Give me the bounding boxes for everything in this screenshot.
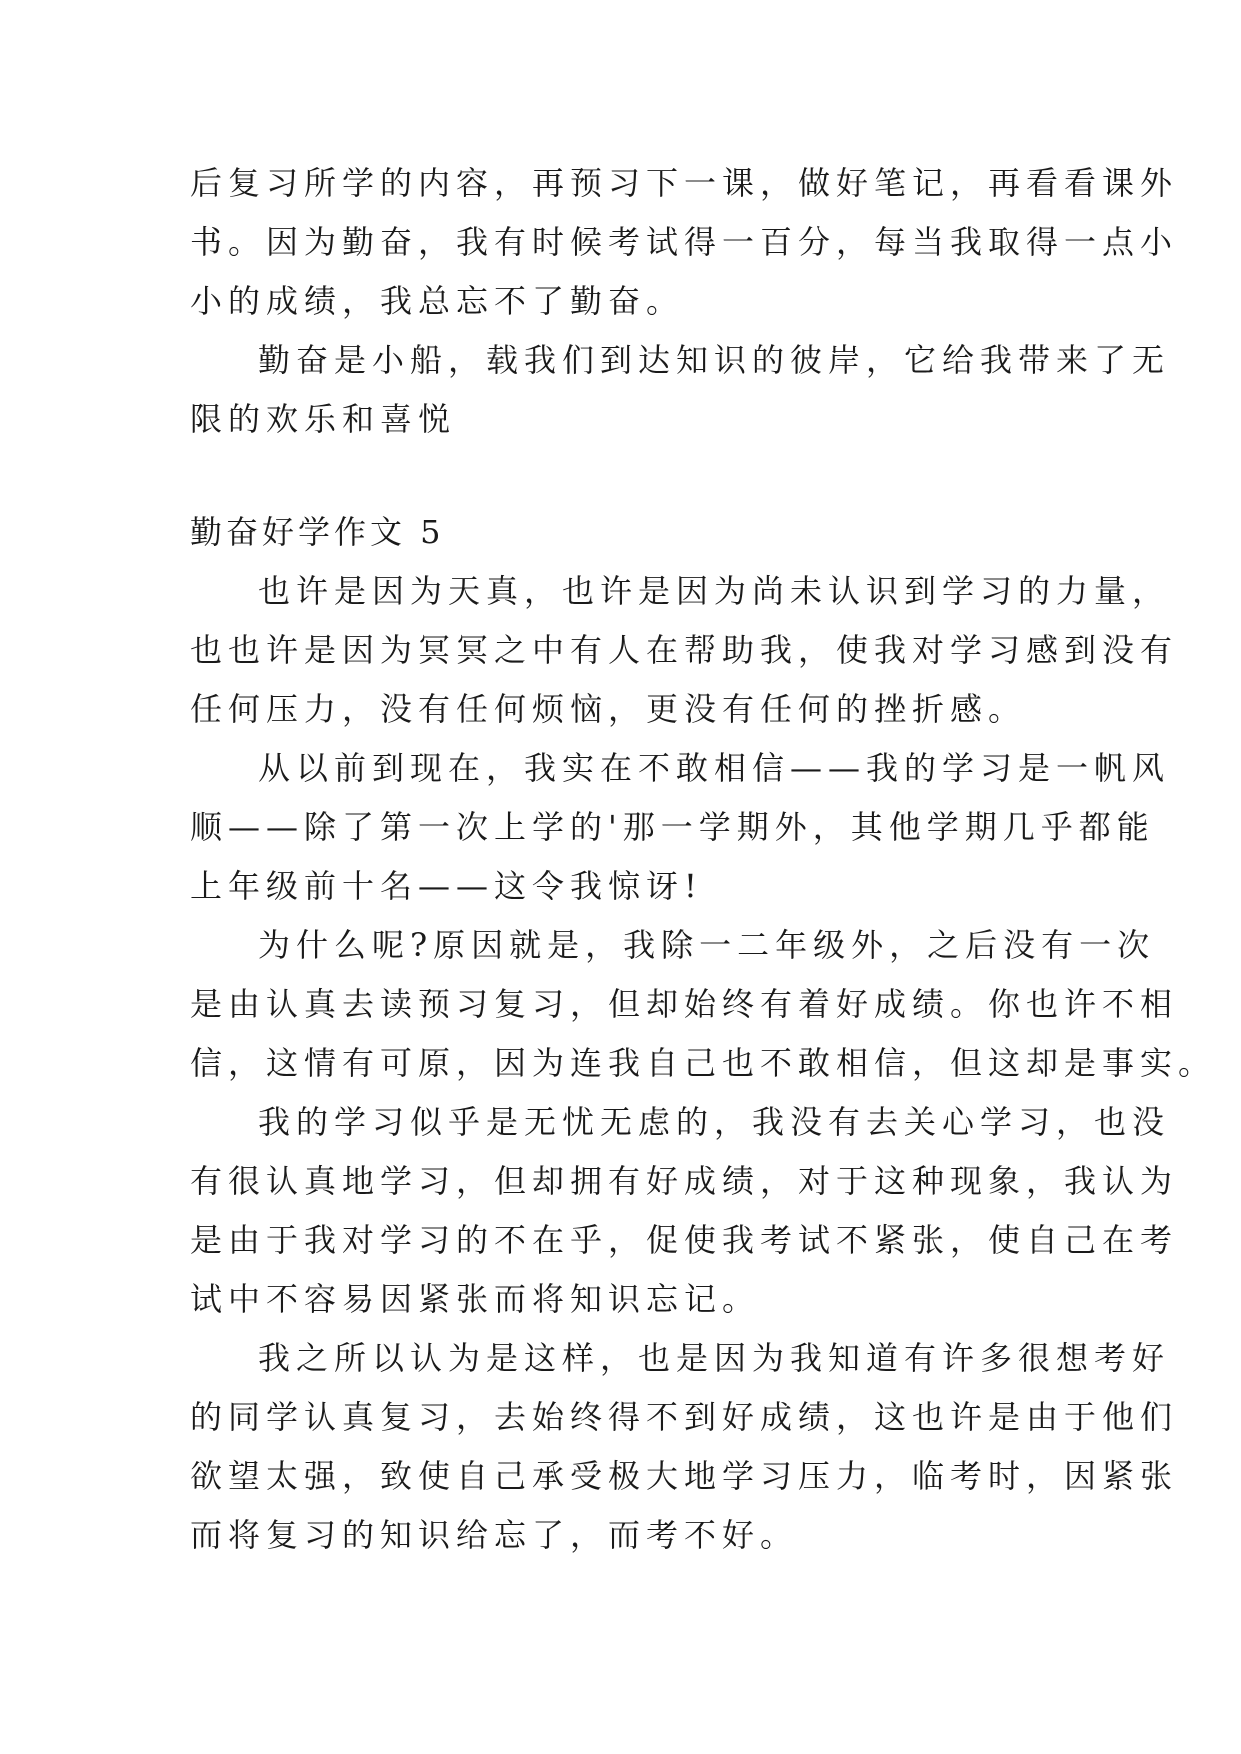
text-line: 而将复习的知识给忘了，而考不好。	[190, 1516, 799, 1554]
text-line: 为什么呢?原因就是，我除一二年级外，之后没有一次	[258, 926, 1156, 964]
essay-5	[190, 503, 1217, 1565]
text-line: 的同学认真复习，去始终得不到好成绩，这也许是由于他们	[190, 1398, 1179, 1436]
text-line: 有很认真地学习，但却拥有好成绩，对于这种现象，我认为	[190, 1162, 1179, 1200]
text-line: 后复习所学的内容，再预习下一课，做好笔记，再看看课外	[190, 164, 1179, 202]
essay-title: 勤奋好学作文 5	[190, 513, 445, 551]
text-line: 我的学习似乎是无忧无虑的，我没有去关心学习，也没	[258, 1103, 1171, 1141]
text-line: 信，这情有可原，因为连我自己也不敢相信，但这却是事实。	[190, 1044, 1217, 1082]
text-line: 勤奋是小船，载我们到达知识的彼岸，它给我带来了无	[258, 341, 1171, 379]
text-line: 也许是因为天真，也许是因为尚未认识到学习的力量，	[258, 572, 1171, 610]
text-line: 欲望太强，致使自己承受极大地学习压力，临考时，因紧张	[190, 1457, 1179, 1495]
essay-continuation	[190, 154, 1179, 449]
text-line: 上年级前十名——这令我惊讶!	[190, 867, 703, 905]
text-line: 顺——除了第一次上学的'那一学期外，其他学期几乎都能	[190, 808, 1155, 846]
text-line: 小的成绩，我总忘不了勤奋。	[190, 282, 685, 320]
text-line: 我之所以认为是这样，也是因为我知道有许多很想考好	[258, 1339, 1171, 1377]
text-line: 是由认真去读预习复习，但却始终有着好成绩。你也许不相	[190, 985, 1179, 1023]
text-line: 也也许是因为冥冥之中有人在帮助我，使我对学习感到没有	[190, 631, 1179, 669]
text-line: 限的欢乐和喜悦	[190, 400, 457, 438]
text-line: 从以前到现在，我实在不敢相信——我的学习是一帆风	[258, 749, 1171, 787]
text-line: 是由于我对学习的不在乎，促使我考试不紧张，使自己在考	[190, 1221, 1179, 1259]
text-line: 试中不容易因紧张而将知识忘记。	[190, 1280, 761, 1318]
text-line: 任何压力，没有任何烦恼，更没有任何的挫折感。	[190, 690, 1027, 728]
text-line: 书。因为勤奋，我有时候考试得一百分，每当我取得一点小	[190, 223, 1179, 261]
